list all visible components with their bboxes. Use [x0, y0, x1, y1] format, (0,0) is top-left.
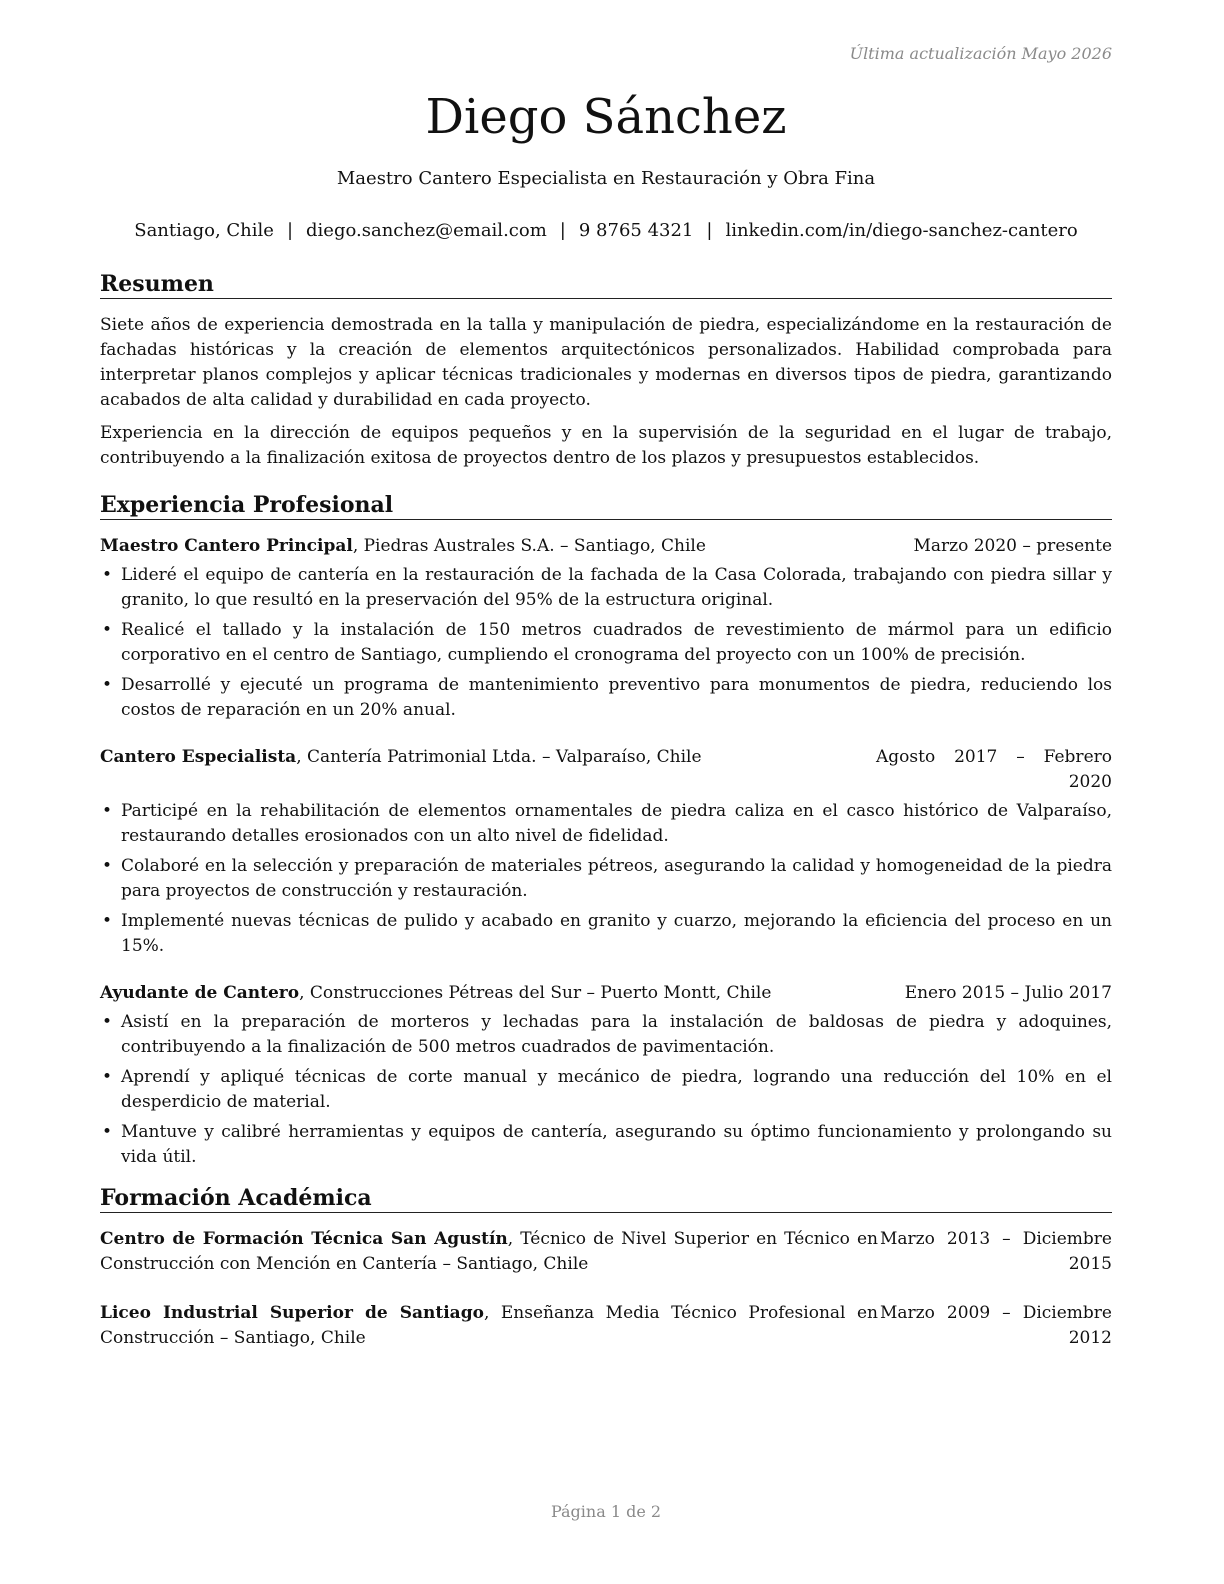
contact-separator: |: [286, 220, 294, 241]
education-dates: Marzo 2009 – Diciembre 2012: [880, 1303, 1112, 1348]
achievement-item: • Mantuve y calibré herramientas y equipos de cantería, asegurando su óptimo funcionamiento y prolongando su vida útil.: [100, 1120, 1112, 1170]
job-role: Cantero Especialista: [100, 747, 297, 767]
contact-separator: |: [559, 220, 566, 241]
professional-title: Maestro Cantero Especialista en Restauración y Obra Fina: [336, 168, 876, 189]
contact-location: Santiago, Chile: [134, 220, 274, 241]
job-dates: Agosto 2017 – Febrero 2020: [876, 747, 1112, 792]
job-achievements: [100, 799, 1112, 959]
job-header: [100, 534, 1112, 559]
candidate-name: Diego Sánchez: [425, 89, 787, 145]
experience-section: [100, 491, 1112, 1170]
section-title-experience: Experiencia Profesional: [100, 491, 1112, 520]
job-entry: [100, 534, 1112, 723]
achievement-item: • Desarrollé y ejecuté un programa de mantenimiento preventivo para monumentos de piedra, reduciendo los costos de reparación en un 20% anual.: [100, 673, 1112, 723]
education-entry: [100, 1301, 1112, 1351]
job-organization: , Construcciones Pétreas del Sur – Puerto Montt, Chile: [299, 983, 772, 1003]
contact-linkedin: linkedin.com/in/diego-sanchez-cantero: [725, 220, 1078, 241]
job-entry: [100, 745, 1112, 959]
achievement-item: • Participé en la rehabilitación de elementos ornamentales de piedra caliza en el casco histórico de Valparaíso, restaurando detalles erosionados con un alto nivel de fidelidad.: [100, 799, 1112, 849]
achievement-item: • Implementé nuevas técnicas de pulido y acabado en granito y cuarzo, mejorando la eficiencia del proceso en un 15%.: [100, 909, 1112, 959]
education-entry: [100, 1227, 1112, 1277]
job-achievements: [100, 1010, 1112, 1170]
job-header: [100, 745, 1112, 795]
education-section: [100, 1184, 1112, 1351]
education-school: Centro de Formación Técnica San Agustín: [100, 1229, 508, 1249]
contact-phone: 9 8765 4321: [578, 220, 694, 241]
job-organization: , Cantería Patrimonial Ltda. – Valparaíso, Chile: [296, 747, 702, 767]
job-entry: [100, 981, 1112, 1170]
education-detail: , Técnico de Nivel Superior en Técnico en Construcción con Mención en Cantería – Santiago, Chile: [100, 1229, 878, 1274]
summary-paragraph: Siete años de experiencia demostrada en la talla y manipulación de piedra, especializándome en la restauración de fachadas históricas y la creación de elementos arquitectónicos personalizados. Habilidad comprobada para interpretar planos complejos y aplicar técnicas tradicionales y modernas en diversos tipos de piedra, garantizando acabados de alta calidad y durabilidad en cada proyecto.: [100, 315, 1112, 410]
contact-separator: |: [706, 220, 713, 241]
achievement-item: • Colaboré en la selección y preparación de materiales pétreos, asegurando la calidad y homogeneidad de la piedra para proyectos de construcción y restauración.: [100, 854, 1112, 904]
achievement-item: • Realicé el tallado y la instalación de 150 metros cuadrados de revestimiento de mármol para un edificio corporativo en el centro de Santiago, cumpliendo el cronograma del proyecto con un 100% de precisión.: [100, 618, 1112, 668]
education-school: Liceo Industrial Superior de Santiago: [100, 1303, 484, 1323]
contact-line: [100, 219, 1112, 243]
summary-paragraph: Experiencia en la dirección de equipos pequeños y en la supervisión de la seguridad en el lugar de trabajo, contribuyendo a la finalización exitosa de proyectos dentro de los plazos y presupuestos establecidos.: [100, 423, 1112, 468]
job-role: Ayudante de Cantero: [100, 983, 300, 1003]
job-organization: , Piedras Australes S.A. – Santiago, Chile: [352, 536, 706, 556]
job-achievements: [100, 563, 1112, 723]
job-role: Maestro Cantero Principal: [100, 536, 353, 556]
contact-email: diego.sanchez@email.com: [306, 220, 547, 241]
job-dates: Marzo 2020 – presente: [913, 536, 1112, 556]
resume-page: [100, 0, 1112, 1584]
section-title-summary: Resumen: [100, 270, 1112, 299]
achievement-item: • Asistí en la preparación de morteros y lechadas para la instalación de baldosas de piedra y adoquines, contribuyendo a la finalización de 500 metros cuadrados de pavimentación.: [100, 1010, 1112, 1060]
section-title-education: Formación Académica: [100, 1184, 1112, 1213]
achievement-item: • Lideré el equipo de cantería en la restauración de la fachada de la Casa Colorada, trabajando con piedra sillar y granito, lo que resultó en la preservación del 95% de la estructura original.: [100, 563, 1112, 613]
education-header: [100, 1301, 1112, 1351]
job-dates: Enero 2015 – Julio 2017: [904, 983, 1112, 1003]
job-header: [100, 981, 1112, 1006]
achievement-item: • Aprendí y apliqué técnicas de corte manual y mecánico de piedra, logrando una reducción del 10% en el desperdicio de material.: [100, 1065, 1112, 1115]
page-number: Página 1 de 2: [550, 1502, 662, 1521]
summary-section: [100, 270, 1112, 471]
education-detail: , Enseñanza Media Técnico Profesional en Construcción – Santiago, Chile: [100, 1303, 879, 1348]
last-updated: Última actualización Mayo 2026: [849, 44, 1112, 63]
resume-body: [100, 270, 1112, 1351]
education-dates: Marzo 2013 – Diciembre 2015: [880, 1229, 1112, 1274]
education-header: [100, 1227, 1112, 1277]
